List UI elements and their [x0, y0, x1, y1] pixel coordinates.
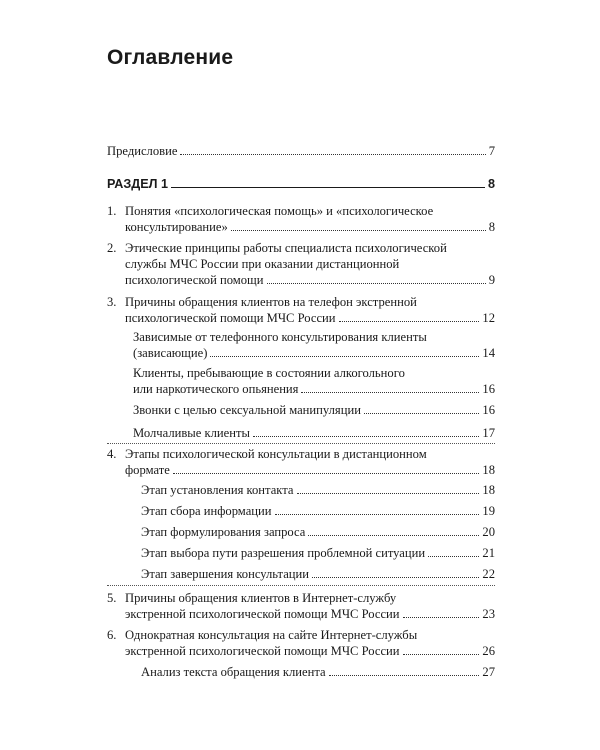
toc-entry-text: Однократная консультация на сайте Интернет-службы: [125, 628, 418, 642]
dot-leader: [173, 473, 480, 474]
dot-leader: [428, 556, 479, 557]
toc-subentry-3c[interactable]: [107, 402, 495, 418]
section-divider: [107, 443, 495, 444]
toc-entry-preface[interactable]: [107, 143, 495, 159]
toc-entry-text: Этап формулирования запроса: [141, 525, 306, 539]
toc-page-number: 8: [488, 220, 495, 234]
dot-leader: [308, 535, 479, 536]
solid-leader: [171, 187, 485, 188]
toc-page-number: 19: [482, 504, 495, 518]
dot-leader: [312, 577, 479, 578]
toc-page-number: 21: [482, 546, 495, 560]
toc-page-number: 16: [482, 382, 495, 396]
toc-page-number: 12: [482, 311, 495, 325]
toc-subentry-3a[interactable]: [107, 329, 495, 361]
toc-entry-text: экстренной психологической помощи МЧС России: [125, 607, 400, 621]
toc-page-number: 8: [487, 177, 495, 191]
toc-page-number: 16: [482, 403, 495, 417]
toc-entry-text: Анализ текста обращения клиента: [141, 665, 326, 679]
toc-entry-text: Причины обращения клиентов на телефон экстренной: [125, 295, 417, 309]
toc-subentry-4e[interactable]: [107, 566, 495, 582]
toc-entry-text: Зависимые от телефонного консультирования клиенты: [133, 330, 427, 344]
dot-leader: [253, 436, 479, 437]
toc-entry-text: психологической помощи: [125, 273, 264, 287]
toc-entry-3[interactable]: [107, 294, 495, 326]
dot-leader: [339, 321, 480, 322]
toc-entry-number: 4.: [107, 447, 117, 461]
toc-page-number: 7: [488, 144, 495, 158]
toc-entry-text: Причины обращения клиентов в Интернет-службу: [125, 591, 397, 605]
dot-leader: [329, 675, 480, 676]
toc-entry-5[interactable]: [107, 590, 495, 622]
dot-leader: [210, 356, 479, 357]
toc-entry-text: Этические принципы работы специалиста психологической: [125, 241, 447, 255]
toc-page-number: 27: [482, 665, 495, 679]
toc-entry-section-1[interactable]: [107, 176, 495, 192]
toc-entry-number: 6.: [107, 628, 117, 642]
toc-entry-text: или наркотического опьянения: [133, 382, 299, 396]
toc-section-title: РАЗДЕЛ 1: [107, 177, 168, 191]
toc-entry-number: 5.: [107, 591, 117, 605]
toc-entry-number: 1.: [107, 204, 117, 218]
dot-leader: [403, 654, 480, 655]
toc-entry-text: Звонки с целью сексуальной манипуляции: [133, 403, 361, 417]
toc-page-number: 9: [488, 273, 495, 287]
toc-entry-text: Этап завершения консультации: [141, 567, 310, 581]
toc-page-number: 18: [482, 483, 495, 497]
toc-entry-text: Клиенты, пребывающие в состоянии алкогольного: [133, 366, 405, 380]
toc-entry-text: Молчаливые клиенты: [133, 426, 250, 440]
toc-entry-2[interactable]: [107, 240, 495, 288]
toc-page-number: 23: [482, 607, 495, 621]
toc-subentry-4d[interactable]: [107, 545, 495, 561]
dot-leader: [403, 617, 480, 618]
toc-page-number: 14: [482, 346, 495, 360]
toc-subentry-6a[interactable]: [107, 664, 495, 680]
toc-subentry-3b[interactable]: [107, 365, 495, 397]
toc-entry-text: (зависающие): [133, 346, 208, 360]
toc-subentry-3d[interactable]: [107, 425, 495, 441]
toc-entry-text: службы МЧС России при оказании дистанционной: [125, 257, 400, 271]
dot-leader: [267, 283, 486, 284]
toc-entry-1[interactable]: [107, 203, 495, 235]
dot-leader: [297, 493, 480, 494]
toc-subentry-4a[interactable]: [107, 482, 495, 498]
toc-entry-text: формате: [125, 463, 170, 477]
toc-entry-number: 3.: [107, 295, 117, 309]
toc-entry-text: Понятия «психологическая помощь» и «психологическое: [125, 204, 434, 218]
toc-entry-text: Этап сбора информации: [141, 504, 272, 518]
toc-entry-text: экстренной психологической помощи МЧС России: [125, 644, 400, 658]
toc-entry-6[interactable]: [107, 627, 495, 659]
toc-page-number: 22: [482, 567, 495, 581]
toc-entry-text: консультирование»: [125, 220, 228, 234]
toc-entry-text: Предисловие: [107, 144, 178, 158]
toc-entry-text: Этапы психологической консультации в дистанционном: [125, 447, 427, 461]
toc-page-number: 26: [482, 644, 495, 658]
toc-subentry-4b[interactable]: [107, 503, 495, 519]
toc-entry-4[interactable]: [107, 446, 495, 478]
dot-leader: [364, 413, 479, 414]
toc-entry-text: Этап установления контакта: [141, 483, 294, 497]
toc-page-number: 18: [482, 463, 495, 477]
toc-page-number: 20: [482, 525, 495, 539]
dot-leader: [301, 392, 479, 393]
toc-page-number: 17: [482, 426, 495, 440]
toc-entry-number: 2.: [107, 241, 117, 255]
page-title: Оглавление: [107, 46, 234, 69]
section-divider: [107, 585, 495, 586]
dot-leader: [231, 230, 486, 231]
toc-subentry-4c[interactable]: [107, 524, 495, 540]
dot-leader: [180, 154, 485, 155]
toc-entry-text: психологической помощи МЧС России: [125, 311, 336, 325]
toc-entry-text: Этап выбора пути разрешения проблемной ситуации: [141, 546, 426, 560]
dot-leader: [275, 514, 480, 515]
